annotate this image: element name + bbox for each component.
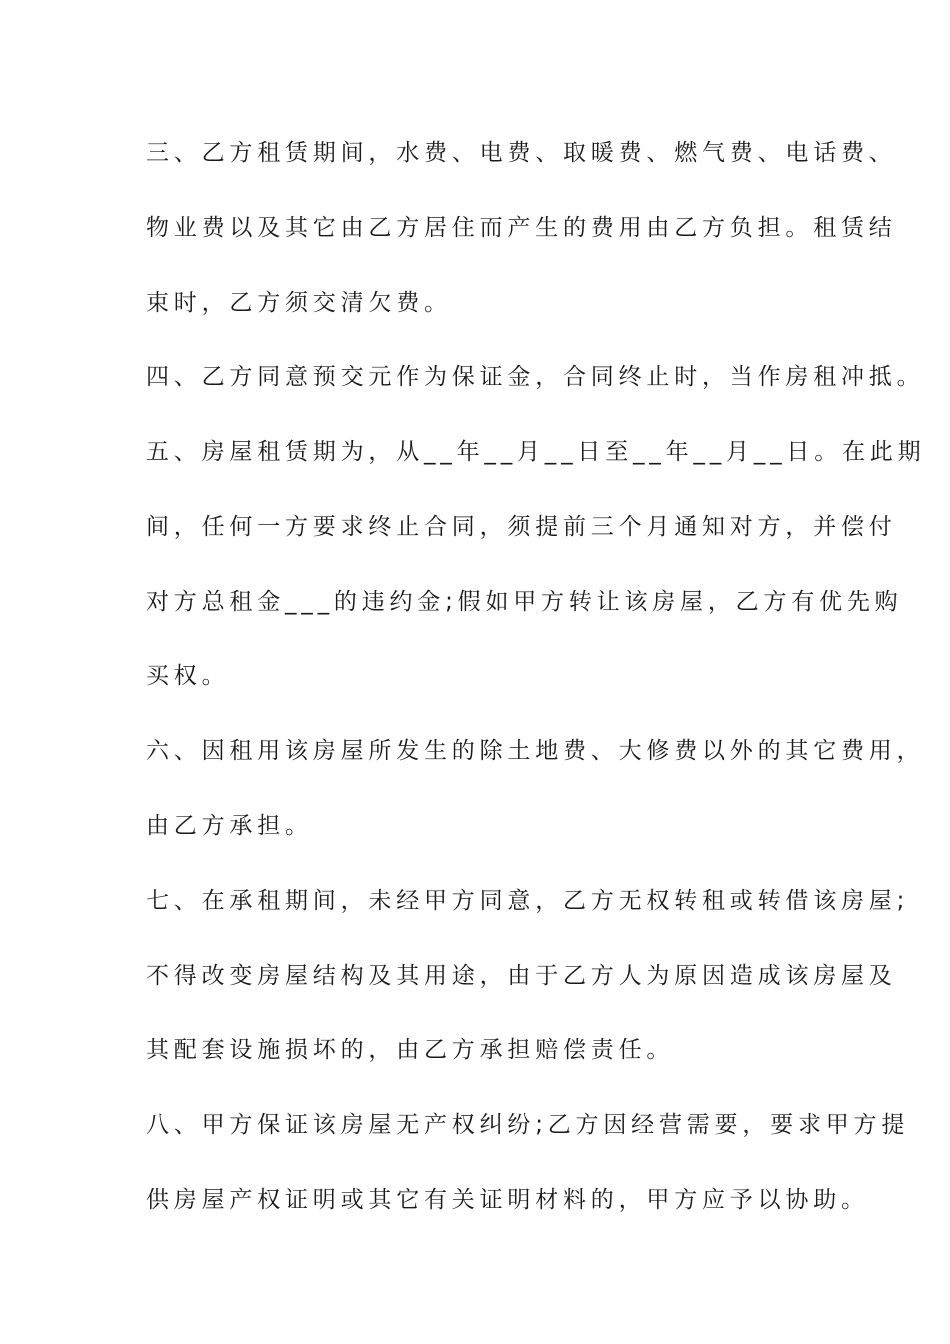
clause-3-line-3: 束时，乙方须交清欠费。 (146, 290, 452, 316)
clause-4-line-1: 四、乙方同意预交元作为保证金，合同终止时，当作房租冲抵。 (146, 364, 925, 390)
clause-7-line-1: 七、在承租期间，未经甲方同意，乙方无权转租或转借该房屋; (146, 888, 910, 914)
clause-7-line-2: 不得改变房屋结构及其用途，由于乙方人为原因造成该房屋及 (146, 963, 897, 989)
clause-8-line-1: 八、甲方保证该房屋无产权纠纷;乙方因经营需要，要求甲方提 (146, 1112, 910, 1138)
clause-7-line-3: 其配套设施损坏的，由乙方承担赔偿责任。 (146, 1037, 675, 1063)
clause-6-line-1: 六、因租用该房屋所发生的除土地费、大修费以外的其它费用， (146, 738, 925, 764)
clause-5-line-2: 间，任何一方要求终止合同，须提前三个月通知对方，并偿付 (146, 514, 897, 540)
clause-5-line-1: 五、房屋租赁期为，从__年__月__日至__年__月__日。在此期 (146, 439, 926, 465)
clause-3-line-1: 三、乙方租赁期间，水费、电费、取暖费、燃气费、电话费、 (146, 140, 897, 166)
clause-6-line-2: 由乙方承担。 (146, 813, 313, 839)
clause-5-line-3: 对方总租金___的违约金;假如甲方转让该房屋，乙方有优先购 (146, 589, 903, 615)
clause-3-line-2: 物业费以及其它由乙方居住而产生的费用由乙方负担。租赁结 (146, 215, 897, 241)
clause-5-line-4: 买权。 (146, 663, 230, 689)
clause-8-line-2: 供房屋产权证明或其它有关证明材料的，甲方应予以协助。 (146, 1187, 869, 1213)
